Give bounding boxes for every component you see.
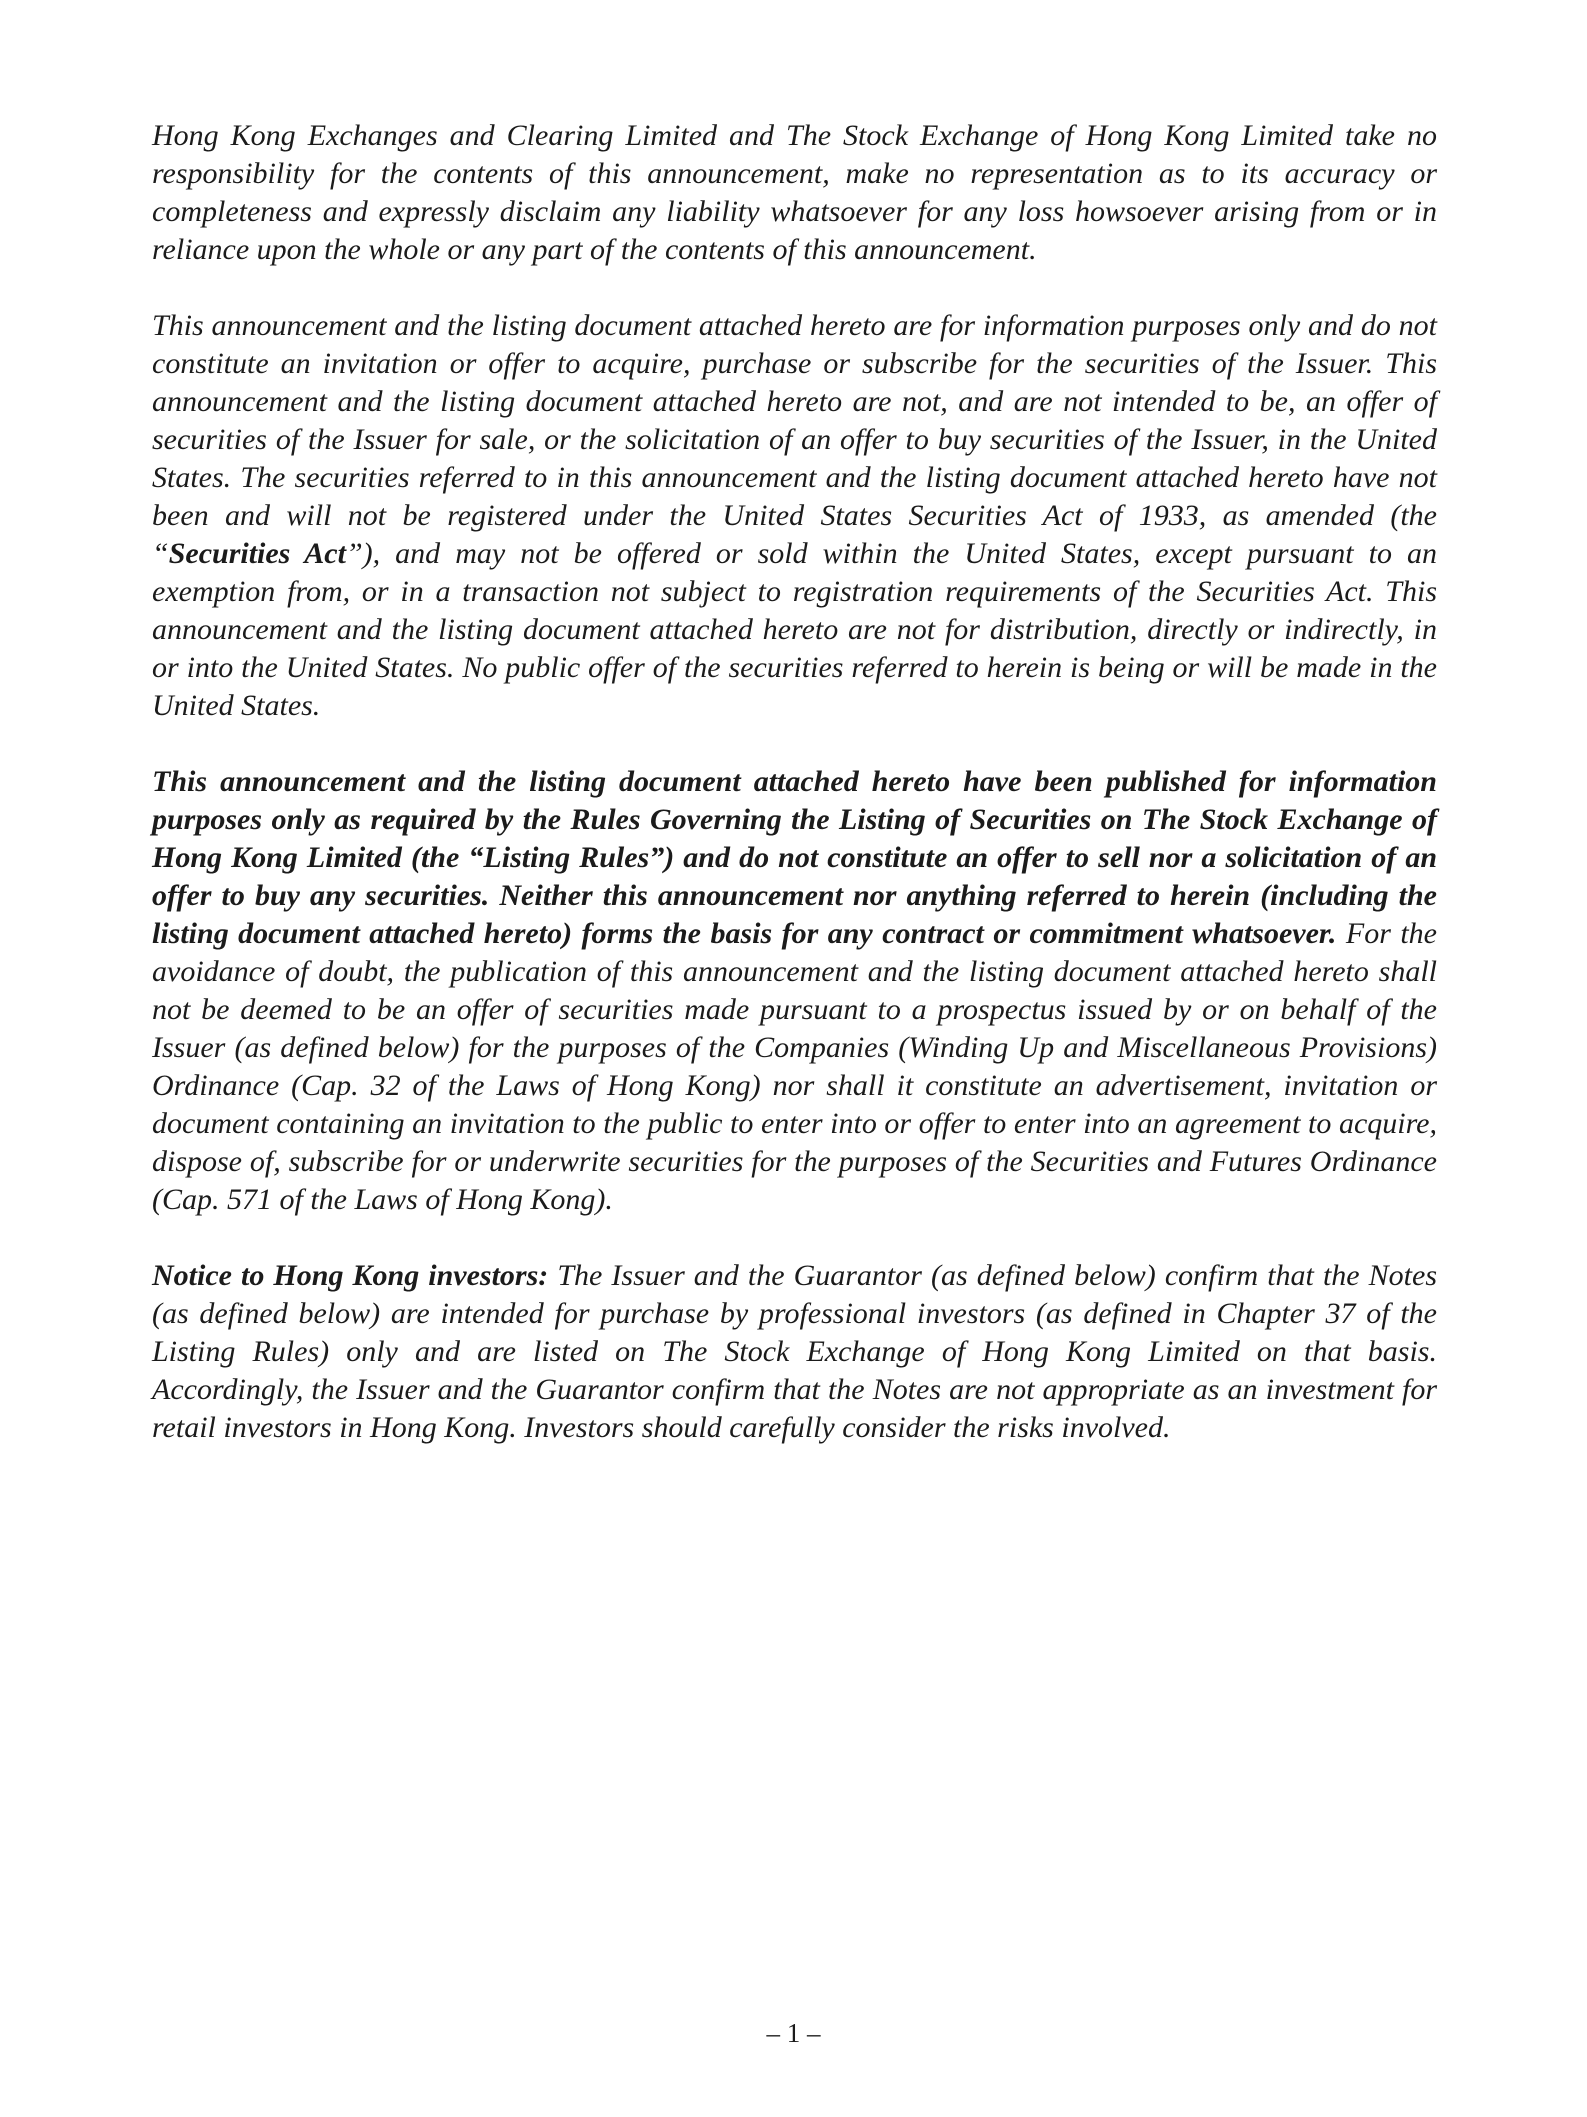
text-run: For the avoidance of doubt, the publication of this announcement and the listing document attached hereto shall not be deemed to be an offer of securities made pursuant to a prospectus issued by or on behalf of the Issuer (as defined below) for the purposes of the Companies (Winding Up and Miscellaneous Provisions) Ordinance (Cap. 32 of the Laws of Hong Kong) nor shall it constitute an advertisement, invitation or document containing an invitation to the public to enter into or offer to enter into an agreement to acquire, dispose of, subscribe for or underwrite securities for the purposes of the Securities and Futures Ordinance (Cap. 571 of the Laws of Hong Kong).: [152, 917, 1437, 1216]
text-run: Hong Kong Exchanges and Clearing Limited and The Stock Exchange of Hong Kong Limited take no responsibility for the contents of this announcement, make no representation as to its accuracy or completeness and expressly disclaim any liability whatsoever for any loss howsoever arising from or in reliance upon the whole or any part of the contents of this announcement.: [152, 119, 1437, 266]
paragraph-3: [152, 763, 1437, 1219]
paragraph-1: [152, 117, 1437, 269]
bold-text-run: This announcement and the listing document attached hereto have been published for information purposes only as required by the Rules Governing the Listing of Securities on The Stock Exchange of Hong Kong Limited (the “Listing Rules”) and do not constitute an offer to sell nor a solicitation of an offer to buy any securities. Neither this announcement nor anything referred to herein (including the listing document attached hereto) forms the basis for any contract or commitment whatsoever.: [152, 765, 1437, 950]
text-run: ”), and may not be offered or sold within the United States, except pursuant to an exemption from, or in a transaction not subject to registration requirements of the Securities Act. This announcement and the listing document attached hereto are not for distribution, directly or indirectly, in or into the United States. No public offer of the securities referred to herein is being or will be made in the United States.: [152, 537, 1437, 722]
page-number: – 1 –: [766, 2018, 821, 2048]
text-run: The Issuer and the Guarantor (as defined below) confirm that the Notes (as defined below) are intended for purchase by professional investors (as defined in Chapter 37 of the Listing Rules) only and are listed on The Stock Exchange of Hong Kong Limited on that basis. Accordingly, the Issuer and the Guarantor confirm that the Notes are not appropriate as an investment for retail investors in Hong Kong. Investors should carefully consider the risks involved.: [152, 1259, 1437, 1444]
bold-text-run: Securities Act: [168, 537, 346, 570]
document-body: [152, 117, 1437, 1447]
text-run: This announcement and the listing document attached hereto are for information purposes only and do not constitute an invitation or offer to acquire, purchase or subscribe for the securities of the Issuer. This announcement and the listing document attached hereto are not, and are not intended to be, an offer of securities of the Issuer for sale, or the solicitation of an offer to buy securities of the Issuer, in the United States. The securities referred to in this announcement and the listing document attached hereto have not been and will not be registered under the United States Securities Act of 1933, as amended (the “: [152, 309, 1437, 570]
paragraph-2: [152, 307, 1437, 725]
paragraph-4: [152, 1257, 1437, 1447]
bold-text-run: Notice to Hong Kong investors:: [152, 1259, 549, 1292]
